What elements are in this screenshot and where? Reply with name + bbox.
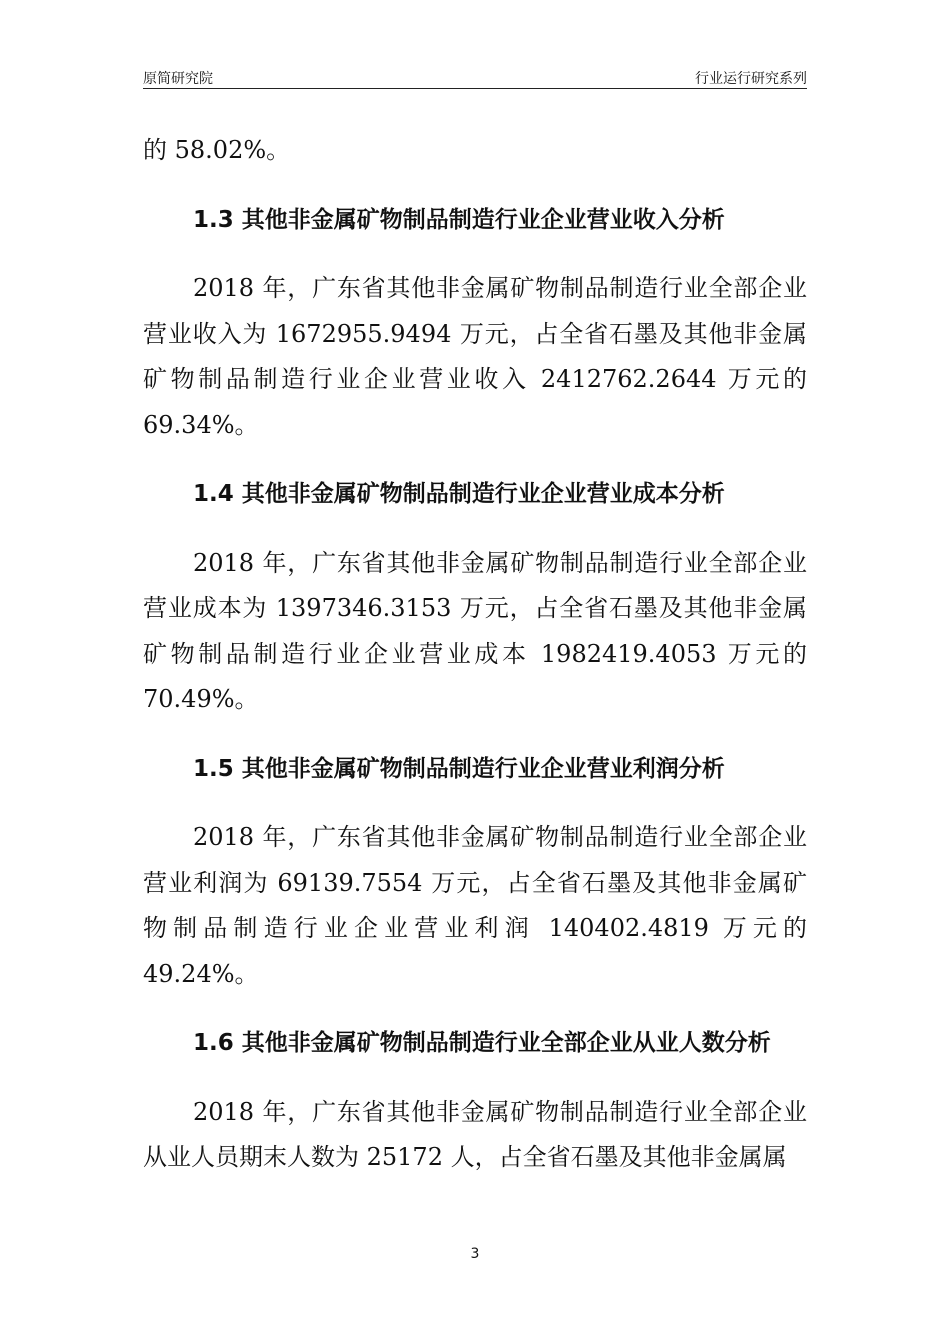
- page-header: [143, 66, 807, 89]
- paragraph-1-5: 2018 年，广东省其他非金属矿物制品制造行业全部企业营业利润为 69139.7554 万元，占全省石墨及其他非金属矿物制品制造行业企业营业利润 140402.4819 万元的 49.24%。: [143, 823, 807, 988]
- paragraph-1-4: 2018 年，广东省其他非金属矿物制品制造行业全部企业营业成本为 1397346.3153 万元，占全省石墨及其他非金属矿物制品制造行业企业营业成本 1982419.4053 万元的 70.49%。: [143, 548, 807, 713]
- header-right-text: 行业运行研究系列: [695, 71, 807, 87]
- document-body: [143, 128, 807, 1181]
- heading-1-5: 1.5 其他非金属矿物制品制造行业企业营业利润分析: [193, 755, 725, 782]
- header-left-text: 原简研究院: [143, 71, 213, 87]
- paragraph-1-3: 2018 年，广东省其他非金属矿物制品制造行业全部企业营业收入为 1672955.9494 万元，占全省石墨及其他非金属矿物制品制造行业企业营业收入 2412762.2644 万元的 69.34%。: [143, 274, 807, 439]
- paragraph-continuation: 的 58.02%。: [143, 136, 291, 164]
- page-number: 3: [470, 1246, 480, 1262]
- heading-1-3: 1.3 其他非金属矿物制品制造行业企业营业收入分析: [193, 206, 725, 233]
- heading-1-4: 1.4 其他非金属矿物制品制造行业企业营业成本分析: [193, 481, 725, 507]
- paragraph-1-6: 2018 年，广东省其他非金属矿物制品制造行业全部企业从业人员期末人数为 25172 人，占全省石墨及其他非金属属: [143, 1097, 807, 1171]
- heading-1-6: 1.6 其他非金属矿物制品制造行业全部企业从业人数分析: [193, 1030, 771, 1056]
